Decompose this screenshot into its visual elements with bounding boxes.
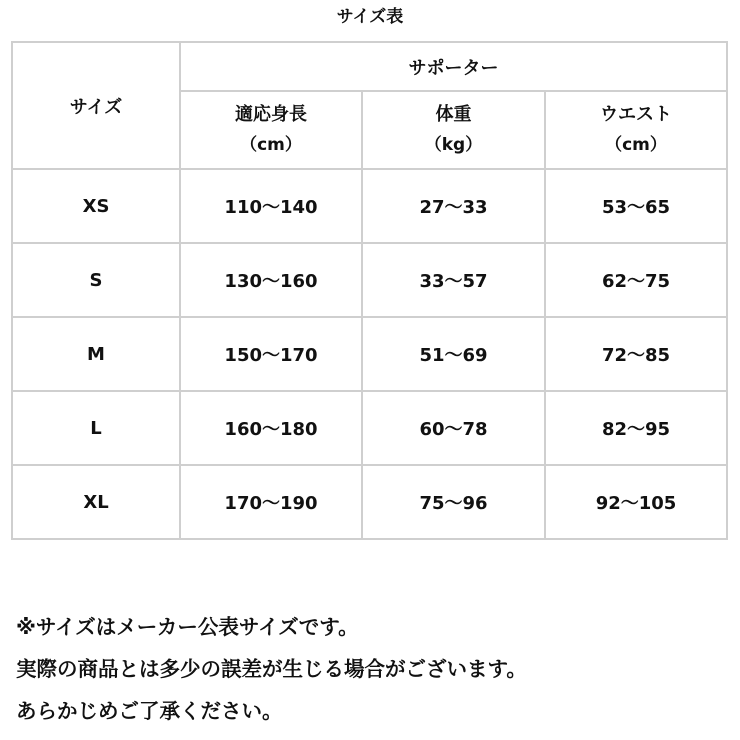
- height-cell: 160〜180: [180, 391, 362, 465]
- column-header-height: [180, 91, 362, 169]
- column-header-weight-unit: （kg）: [424, 135, 483, 155]
- table-row: [12, 169, 727, 243]
- table-row: [12, 391, 727, 465]
- column-header-waist-label: ウエスト: [600, 104, 673, 125]
- size-cell: S: [12, 243, 180, 317]
- column-header-weight-label: 体重: [435, 104, 472, 125]
- waist-cell: 82〜95: [545, 391, 727, 465]
- waist-cell: 92〜105: [545, 465, 727, 539]
- table-row: [12, 317, 727, 391]
- weight-cell: 33〜57: [362, 243, 545, 317]
- size-cell: M: [12, 317, 180, 391]
- column-header-height-label: 適応身長: [235, 104, 307, 125]
- weight-cell: 75〜96: [362, 465, 545, 539]
- height-cell: 130〜160: [180, 243, 362, 317]
- column-header-waist: [545, 91, 727, 169]
- size-cell: L: [12, 391, 180, 465]
- table-row: [12, 465, 727, 539]
- page-title: サイズ表: [336, 7, 404, 27]
- weight-cell: 60〜78: [362, 391, 545, 465]
- note-line: ※サイズはメーカー公表サイズです。: [16, 615, 359, 639]
- height-cell: 170〜190: [180, 465, 362, 539]
- supporter-group-header: サポーター: [180, 42, 727, 91]
- notes-block: [16, 606, 736, 732]
- column-header-height-unit: （cm）: [240, 135, 302, 155]
- weight-cell: 27〜33: [362, 169, 545, 243]
- size-cell: XL: [12, 465, 180, 539]
- waist-cell: 53〜65: [545, 169, 727, 243]
- size-table: [11, 41, 728, 540]
- table-row: [12, 243, 727, 317]
- weight-cell: 51〜69: [362, 317, 545, 391]
- note-line: あらかじめご了承ください。: [16, 699, 283, 723]
- column-header-weight: [362, 91, 545, 169]
- column-header-waist-unit: （cm）: [605, 135, 667, 155]
- waist-cell: 72〜85: [545, 317, 727, 391]
- height-cell: 110〜140: [180, 169, 362, 243]
- height-cell: 150〜170: [180, 317, 362, 391]
- waist-cell: 62〜75: [545, 243, 727, 317]
- note-line: 実際の商品とは多少の誤差が生じる場合がございます。: [16, 657, 527, 681]
- size-cell: XS: [12, 169, 180, 243]
- size-column-header: サイズ: [12, 42, 180, 169]
